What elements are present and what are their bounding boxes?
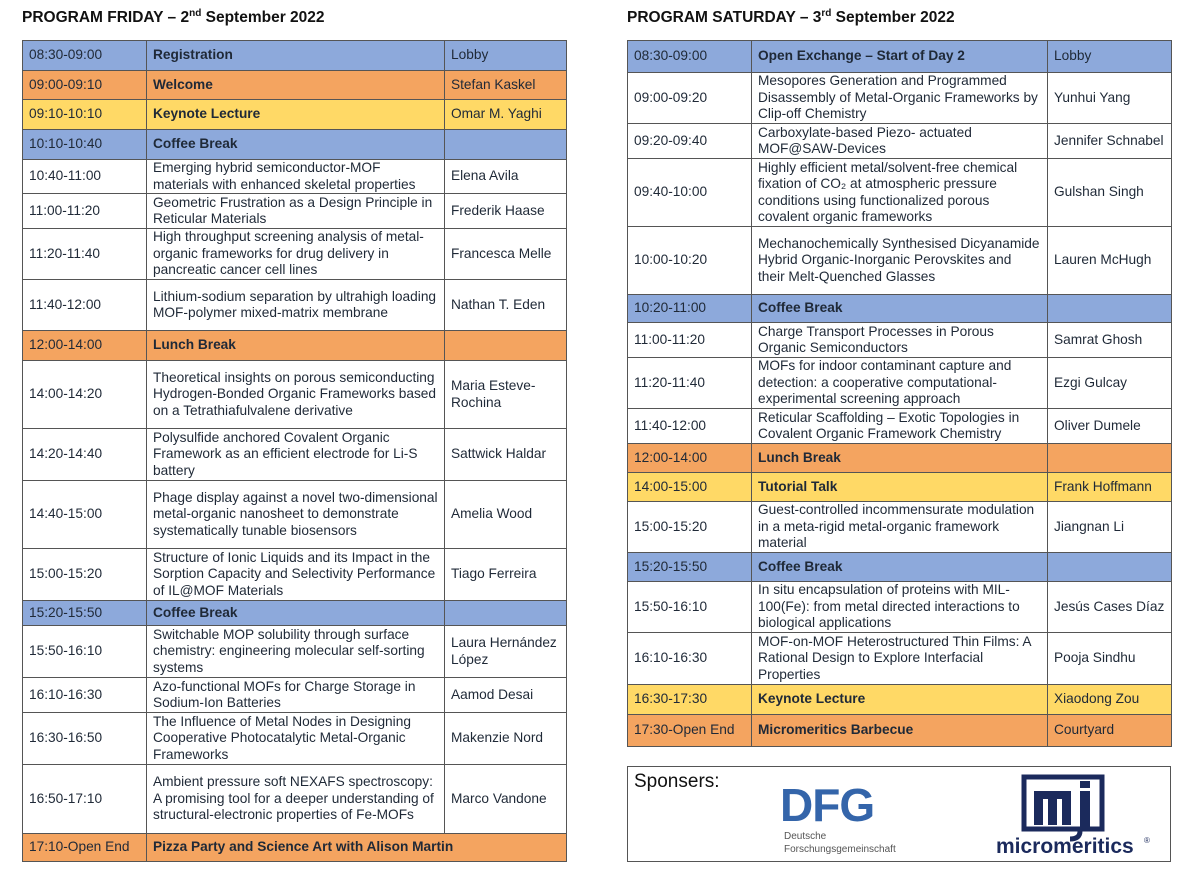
slot-time: 17:10-Open End xyxy=(23,834,147,862)
saturday-program-table xyxy=(627,40,1172,747)
friday-schedule-row xyxy=(23,331,567,361)
dfg-logo-line1: Deutsche xyxy=(784,831,827,842)
slot-time: 11:20-11:40 xyxy=(628,358,752,409)
slot-speaker: Maria Esteve-Rochina xyxy=(445,361,567,429)
slot-speaker: Sattwick Haldar xyxy=(445,429,567,481)
slot-time: 11:20-11:40 xyxy=(23,229,147,280)
friday-schedule-row xyxy=(23,429,567,481)
slot-title: Highly efficient metal/solvent-free chemical fixation of CO₂ at atmospheric pressure conditions using functionalized porous covalent organic frameworks xyxy=(752,159,1048,227)
dfg-logo-mark: DFG xyxy=(780,779,875,831)
slot-speaker: Aamod Desai xyxy=(445,678,567,713)
slot-time: 09:40-10:00 xyxy=(628,159,752,227)
friday-schedule-row xyxy=(23,678,567,713)
friday-schedule-row xyxy=(23,194,567,229)
slot-time: 10:40-11:00 xyxy=(23,160,147,194)
dfg-logo-line2: Forschungsgemeinschaft xyxy=(784,844,896,855)
slot-speaker xyxy=(445,331,567,361)
saturday-schedule-row xyxy=(628,502,1172,553)
slot-speaker: Francesca Melle xyxy=(445,229,567,280)
friday-schedule-row xyxy=(23,229,567,280)
slot-title: Geometric Frustration as a Design Principle in Reticular Materials xyxy=(147,194,445,229)
saturday-schedule-row xyxy=(628,553,1172,582)
slot-time: 08:30-09:00 xyxy=(23,41,147,71)
saturday-schedule-row xyxy=(628,444,1172,473)
slot-title: Coffee Break xyxy=(752,295,1048,323)
slot-title: Switchable MOP solubility through surface chemistry: engineering molecular self-sorting systems xyxy=(147,626,445,678)
micromeritics-registered-mark: ® xyxy=(1144,836,1150,845)
friday-program-table xyxy=(22,40,567,862)
saturday-schedule-row xyxy=(628,473,1172,502)
friday-schedule-row xyxy=(23,71,567,100)
slot-title: Keynote Lecture xyxy=(147,100,445,130)
slot-time: 14:40-15:00 xyxy=(23,481,147,549)
slot-time: 09:10-10:10 xyxy=(23,100,147,130)
slot-time: 08:30-09:00 xyxy=(628,41,752,73)
slot-time: 16:50-17:10 xyxy=(23,765,147,834)
slot-title: Reticular Scaffolding – Exotic Topologies in Covalent Organic Framework Chemistry xyxy=(752,409,1048,444)
slot-speaker: Elena Avila xyxy=(445,160,567,194)
slot-speaker xyxy=(1048,444,1172,473)
slot-speaker: Jennifer Schnabel xyxy=(1048,124,1172,159)
slot-title: MOF-on-MOF Heterostructured Thin Films: A Rational Design to Explore Interfacial Properties xyxy=(752,633,1048,685)
slot-time: 17:30-Open End xyxy=(628,715,752,747)
friday-schedule-row xyxy=(23,713,567,765)
slot-speaker: Ezgi Gulcay xyxy=(1048,358,1172,409)
saturday-schedule-row xyxy=(628,41,1172,73)
slot-speaker: Gulshan Singh xyxy=(1048,159,1172,227)
slot-time: 10:10-10:40 xyxy=(23,130,147,160)
friday-schedule-row xyxy=(23,601,567,626)
slot-speaker: Lobby xyxy=(445,41,567,71)
slot-speaker xyxy=(1048,553,1172,582)
slot-title: Micromeritics Barbecue xyxy=(752,715,1048,747)
slot-speaker xyxy=(1048,295,1172,323)
saturday-schedule-row xyxy=(628,124,1172,159)
slot-title: The Influence of Metal Nodes in Designing Cooperative Photocatalytic Metal-Organic Frameworks xyxy=(147,713,445,765)
saturday-schedule-row xyxy=(628,323,1172,358)
slot-speaker: Omar M. Yaghi xyxy=(445,100,567,130)
slot-speaker: Lobby xyxy=(1048,41,1172,73)
slot-speaker: Marco Vandone xyxy=(445,765,567,834)
slot-title: Ambient pressure soft NEXAFS spectroscopy: A promising tool for a deeper understanding of structural-electronic properties of Fe-MOFs xyxy=(147,765,445,834)
slot-time: 12:00-14:00 xyxy=(23,331,147,361)
slot-speaker: Frederik Haase xyxy=(445,194,567,229)
micromeritics-mark-icon xyxy=(1024,777,1102,839)
slot-title: Emerging hybrid semiconductor-MOF materials with enhanced skeletal properties xyxy=(147,160,445,194)
dfg-logo xyxy=(778,777,908,857)
slot-speaker: Frank Hoffmann xyxy=(1048,473,1172,502)
micromeritics-logo xyxy=(988,773,1158,857)
friday-schedule-row xyxy=(23,834,567,862)
slot-time: 14:20-14:40 xyxy=(23,429,147,481)
saturday-schedule-row xyxy=(628,685,1172,715)
slot-title: Mesopores Generation and Programmed Disassembly of Metal-Organic Frameworks by Clip-off Chemistry xyxy=(752,73,1048,124)
friday-schedule-row xyxy=(23,549,567,601)
slot-time: 16:10-16:30 xyxy=(23,678,147,713)
slot-time: 09:20-09:40 xyxy=(628,124,752,159)
slot-title: Registration xyxy=(147,41,445,71)
micromeritics-wordmark: micromeritics xyxy=(996,835,1134,857)
slot-title: Lithium-sodium separation by ultrahigh loading MOF-polymer mixed-matrix membrane xyxy=(147,280,445,331)
slot-time: 15:00-15:20 xyxy=(23,549,147,601)
slot-speaker xyxy=(445,601,567,626)
friday-schedule-row xyxy=(23,481,567,549)
friday-schedule-row xyxy=(23,100,567,130)
slot-time: 16:30-17:30 xyxy=(628,685,752,715)
slot-time: 11:00-11:20 xyxy=(628,323,752,358)
slot-title: Keynote Lecture xyxy=(752,685,1048,715)
saturday-schedule-row xyxy=(628,715,1172,747)
slot-time: 09:00-09:20 xyxy=(628,73,752,124)
slot-time: 16:30-16:50 xyxy=(23,713,147,765)
slot-time: 14:00-14:20 xyxy=(23,361,147,429)
slot-title: High throughput screening analysis of metal-organic frameworks for drug delivery in pancreatic cancer cell lines xyxy=(147,229,445,280)
slot-title: Azo-functional MOFs for Charge Storage in Sodium-Ion Batteries xyxy=(147,678,445,713)
slot-time: 14:00-15:00 xyxy=(628,473,752,502)
saturday-schedule-row xyxy=(628,73,1172,124)
slot-speaker: Stefan Kaskel xyxy=(445,71,567,100)
friday-schedule-row xyxy=(23,361,567,429)
slot-title: Guest-controlled incommensurate modulation in a meta-rigid metal-organic framework material xyxy=(752,502,1048,553)
slot-speaker: Courtyard xyxy=(1048,715,1172,747)
slot-speaker: Pooja Sindhu xyxy=(1048,633,1172,685)
slot-time: 15:50-16:10 xyxy=(628,582,752,633)
slot-title: Lunch Break xyxy=(147,331,445,361)
slot-title: Coffee Break xyxy=(752,553,1048,582)
saturday-schedule-row xyxy=(628,409,1172,444)
slot-speaker: Samrat Ghosh xyxy=(1048,323,1172,358)
slot-speaker: Nathan T. Eden xyxy=(445,280,567,331)
saturday-schedule-row xyxy=(628,295,1172,323)
slot-time: 15:20-15:50 xyxy=(23,601,147,626)
saturday-schedule-row xyxy=(628,227,1172,295)
slot-title: In situ encapsulation of proteins with MIL-100(Fe): from metal directed interactions to biological applications xyxy=(752,582,1048,633)
slot-time: 10:20-11:00 xyxy=(628,295,752,323)
slot-title: Mechanochemically Synthesised Dicyanamide Hybrid Organic-Inorganic Perovskites and their Melt-Quenched Glasses xyxy=(752,227,1048,295)
slot-title: Structure of Ionic Liquids and its Impact in the Sorption Capacity and Selectivity Performance of IL@MOF Materials xyxy=(147,549,445,601)
slot-speaker: Laura Hernández López xyxy=(445,626,567,678)
sponsors-box xyxy=(627,766,1171,862)
slot-title: Polysulfide anchored Covalent Organic Framework as an efficient electrode for Li-S battery xyxy=(147,429,445,481)
slot-title: Charge Transport Processes in Porous Organic Semiconductors xyxy=(752,323,1048,358)
slot-speaker: Amelia Wood xyxy=(445,481,567,549)
friday-schedule-row xyxy=(23,626,567,678)
slot-time: 10:00-10:20 xyxy=(628,227,752,295)
friday-schedule-row xyxy=(23,130,567,160)
slot-time: 11:40-12:00 xyxy=(23,280,147,331)
saturday-schedule-row xyxy=(628,582,1172,633)
slot-speaker: Yunhui Yang xyxy=(1048,73,1172,124)
sponsors-label: Sponsers: xyxy=(634,771,720,792)
slot-time: 16:10-16:30 xyxy=(628,633,752,685)
slot-title: Theoretical insights on porous semiconducting Hydrogen-Bonded Organic Frameworks based on a Tetrathiafulvalene derivative xyxy=(147,361,445,429)
slot-time: 09:00-09:10 xyxy=(23,71,147,100)
slot-speaker: Jiangnan Li xyxy=(1048,502,1172,553)
slot-title: Pizza Party and Science Art with Alison Martin xyxy=(147,834,567,862)
slot-speaker: Lauren McHugh xyxy=(1048,227,1172,295)
slot-speaker xyxy=(445,130,567,160)
slot-title: Welcome xyxy=(147,71,445,100)
slot-time: 15:00-15:20 xyxy=(628,502,752,553)
slot-title: Phage display against a novel two-dimensional metal-organic nanosheet to demonstrate systematically tunable biosensors xyxy=(147,481,445,549)
saturday-schedule-row xyxy=(628,633,1172,685)
friday-schedule-row xyxy=(23,41,567,71)
slot-title: Carboxylate-based Piezo- actuated MOF@SAW-Devices xyxy=(752,124,1048,159)
slot-time: 11:40-12:00 xyxy=(628,409,752,444)
slot-title: Open Exchange – Start of Day 2 xyxy=(752,41,1048,73)
slot-speaker: Oliver Dumele xyxy=(1048,409,1172,444)
slot-title: Lunch Break xyxy=(752,444,1048,473)
slot-title: Tutorial Talk xyxy=(752,473,1048,502)
friday-schedule-row xyxy=(23,280,567,331)
saturday-heading: PROGRAM SATURDAY – 3rd September 2022 xyxy=(627,8,955,27)
slot-speaker: Tiago Ferreira xyxy=(445,549,567,601)
slot-time: 11:00-11:20 xyxy=(23,194,147,229)
friday-heading: PROGRAM FRIDAY – 2nd September 2022 xyxy=(22,8,325,27)
slot-title: Coffee Break xyxy=(147,601,445,626)
slot-title: MOFs for indoor contaminant capture and detection: a cooperative computational-experimental screening approach xyxy=(752,358,1048,409)
friday-schedule-row xyxy=(23,765,567,834)
slot-speaker: Xiaodong Zou xyxy=(1048,685,1172,715)
slot-time: 12:00-14:00 xyxy=(628,444,752,473)
slot-speaker: Makenzie Nord xyxy=(445,713,567,765)
slot-title: Coffee Break xyxy=(147,130,445,160)
slot-time: 15:20-15:50 xyxy=(628,553,752,582)
saturday-schedule-row xyxy=(628,159,1172,227)
slot-speaker: Jesús Cases Díaz xyxy=(1048,582,1172,633)
slot-time: 15:50-16:10 xyxy=(23,626,147,678)
friday-schedule-row xyxy=(23,160,567,194)
saturday-schedule-row xyxy=(628,358,1172,409)
